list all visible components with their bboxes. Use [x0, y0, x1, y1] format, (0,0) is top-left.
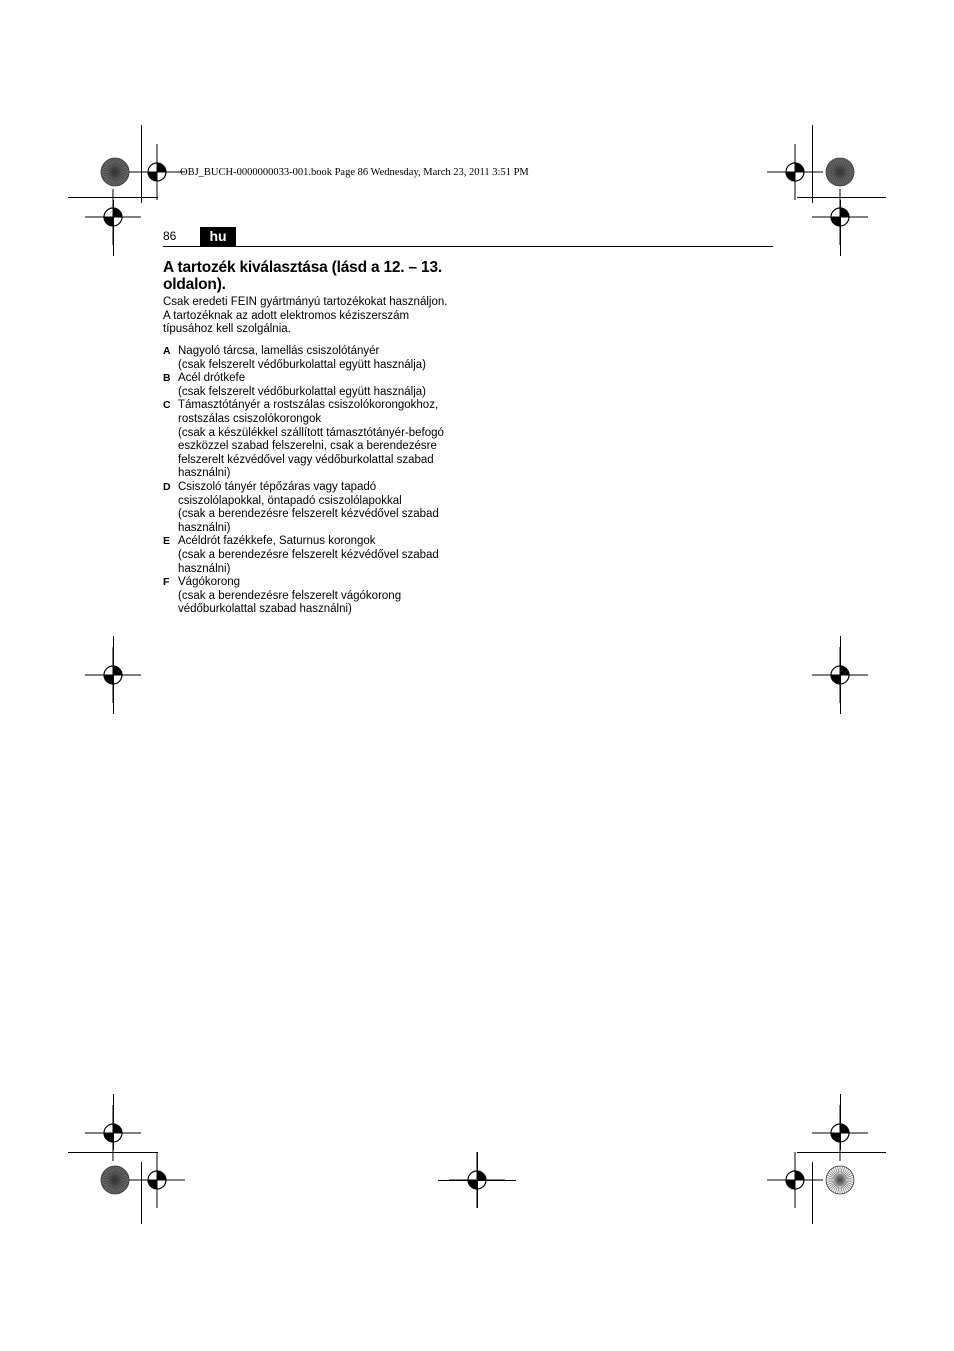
list-item	[163, 535, 473, 576]
item-line: rostszálas csiszolókorongok	[178, 412, 322, 425]
intro-paragraph	[163, 296, 463, 337]
crop-mark-line	[113, 636, 114, 714]
item-line: védőburkolattal szabad használni)	[178, 603, 352, 616]
accessory-list	[163, 345, 473, 617]
list-item	[163, 576, 473, 617]
item-line: Csiszoló tányér tépőzáras vagy tapadó	[178, 480, 377, 493]
item-letter: E	[163, 535, 171, 548]
item-letter: B	[163, 372, 171, 385]
item-letter: D	[163, 480, 171, 493]
language-tag: hu	[200, 227, 236, 246]
item-letter: F	[163, 576, 170, 589]
page-number: 86	[163, 229, 177, 243]
crop-mark-line	[840, 636, 841, 714]
item-line: Acél drótkefe	[178, 372, 246, 385]
crop-mark-line	[141, 1162, 142, 1224]
item-line: (csak felszerelt védőburkolattal együtt használja)	[178, 358, 427, 371]
crop-mark-line	[840, 1094, 841, 1150]
color-target-icon	[825, 1165, 855, 1195]
item-line: felszerelt kézvédővel vagy védőburkolattal szabad	[178, 453, 434, 466]
item-line: (csak felszerelt védőburkolattal együtt használja)	[178, 385, 427, 398]
item-line: használni)	[178, 467, 231, 480]
crop-mark-line	[113, 1094, 114, 1150]
section-title	[163, 259, 463, 293]
item-line: (csak a berendezésre felszerelt vágókorong	[178, 589, 402, 602]
intro-line: típusához kell szolgálnia.	[163, 323, 291, 336]
intro-line: Csak eredeti FEIN gyártmányú tartozékokat használjon.	[163, 296, 448, 308]
item-line: Támasztótányér a rostszálas csiszolókorongokhoz,	[178, 399, 439, 412]
crop-mark-line	[141, 125, 142, 203]
crop-mark-line	[812, 125, 813, 203]
crop-mark-line	[68, 197, 158, 198]
item-letter: A	[163, 345, 171, 357]
section-title-line: oldalon).	[163, 276, 226, 293]
crop-mark-line	[812, 1162, 813, 1224]
registration-crosshair-icon	[129, 1152, 185, 1208]
print-info-line: OBJ_BUCH-0000000033-001.book Page 86 Wednesday, March 23, 2011 3:51 PM	[180, 167, 529, 178]
crop-mark-line	[438, 1180, 516, 1181]
color-target-icon	[100, 1165, 130, 1195]
item-line: eszközzel szabad felszerelni, csak a berendezésre	[178, 440, 437, 453]
crop-mark-line	[840, 200, 841, 256]
item-line: Nagyoló tárcsa, lamellás csiszolótányér	[178, 345, 380, 357]
registration-crosshair-icon	[767, 1152, 823, 1208]
item-line: használni)	[178, 562, 231, 575]
list-item	[163, 481, 473, 535]
item-line: csiszolólapokkal, öntapadó csiszolólapokkal	[178, 494, 402, 507]
item-letter: C	[163, 399, 171, 412]
item-line: (csak a berendezésre felszerelt kézvédővel szabad	[178, 508, 439, 521]
intro-line: A tartozéknak az adott elektromos kéziszerszám	[163, 309, 410, 322]
list-item	[163, 372, 473, 399]
item-line: (csak a készülékkel szállított támasztótányér-befogó	[178, 426, 444, 439]
item-line: használni)	[178, 521, 231, 534]
item-line: (csak a berendezésre felszerelt kézvédővel szabad	[178, 548, 439, 561]
crop-mark-line	[113, 200, 114, 256]
list-item	[163, 399, 473, 481]
crop-mark-line	[797, 197, 886, 198]
color-target-icon	[100, 157, 130, 187]
header-rule	[163, 246, 773, 247]
item-line: Acéldrót fazékkefe, Saturnus korongok	[178, 535, 376, 548]
section-title-line: A tartozék kiválasztása (lásd a 12. – 13.	[163, 259, 442, 276]
list-item	[163, 345, 473, 372]
item-line: Vágókorong	[178, 576, 241, 589]
color-target-icon	[825, 157, 855, 187]
